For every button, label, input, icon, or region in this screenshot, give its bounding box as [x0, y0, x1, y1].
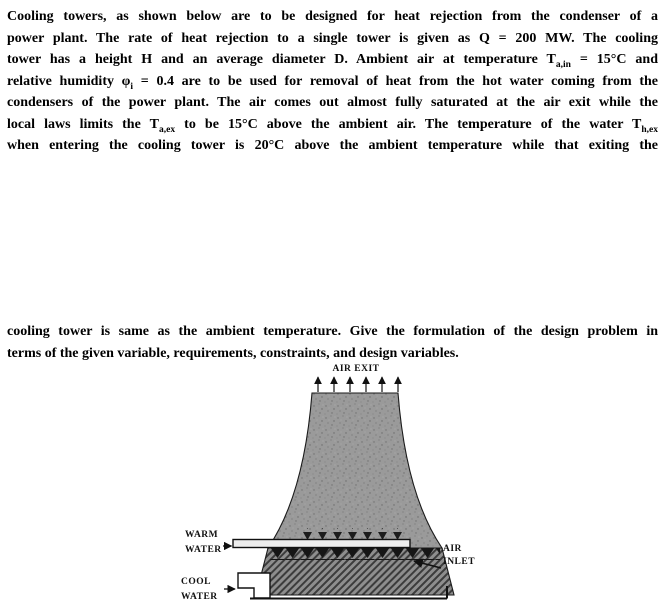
text-line: tower has a height H and an average diameter D. Ambient air at temperature $T_{a,in} = 15^\circ C$ and [7, 52, 658, 70]
cooling-tower-shell [268, 393, 442, 548]
air-exit-label: AIR EXIT [332, 364, 380, 374]
problem-statement-paragraph-1 [7, 6, 658, 157]
text-line: relative humidity $\varphi_i = 0.4$ are to be used for removal of heat from the hot water coming from the [7, 73, 658, 92]
air-inlet-label-line2: INLET [443, 557, 476, 567]
text-line: when entering the cooling tower is 20°C above the ambient temperature while that exiting the [7, 138, 658, 153]
fill-teeth-icon [270, 548, 440, 560]
cool-water-label-line2: WATER [181, 592, 218, 602]
spray-down-arrows-icon [302, 528, 407, 539]
text-line: cooling tower is same as the ambient temperature. Give the formulation of the design problem in [7, 324, 658, 339]
cool-water-label-line1: COOL [181, 577, 211, 587]
air-inlet-label-line1: AIR [443, 544, 462, 554]
warm-water-label-line2: WATER [185, 545, 222, 555]
air-exit-arrows-icon [318, 377, 398, 392]
text-line: condensers of the power plant. The air comes out almost fully saturated at the air exit while the [7, 95, 658, 110]
text-line: terms of the given variable, requirements, constraints, and design variables. [7, 345, 459, 361]
warm-water-pipe [233, 540, 410, 548]
warm-water-label-line1: WARM [185, 530, 219, 540]
text-line: power plant. The rate of heat rejection to a single tower is given as Q = 200 MW. The cooling [7, 30, 658, 46]
text-line: Cooling towers, as shown below are to be designed for heat rejection from the condenser of a [7, 9, 658, 24]
text-line: local laws limits the $T_{a,ex}$ to be 15°C above the ambient air. The temperature of the water $T_{h,ex}$ [7, 116, 658, 135]
cool-water-outlet-pipe [238, 573, 270, 598]
cooling-tower-figure [0, 355, 665, 609]
